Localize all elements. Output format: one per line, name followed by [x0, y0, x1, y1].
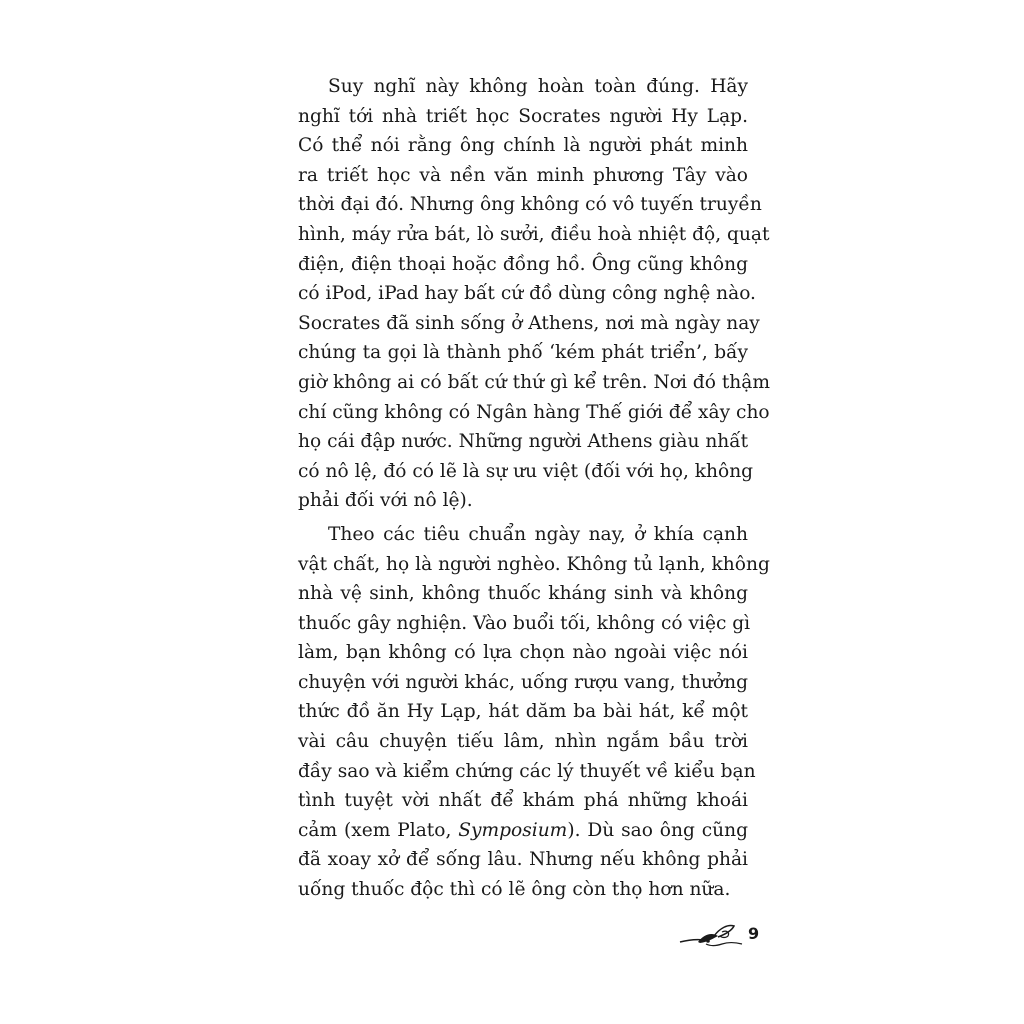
- text-line: uống thuốc độc thì có lẽ ông còn thọ hơn nữa.: [298, 879, 731, 901]
- text-line: vài câu chuyện tiếu lâm, nhìn ngắm bầu trời: [298, 731, 748, 753]
- text-segment: cảm (xem Plato,: [298, 819, 459, 841]
- text-line: Có thể nói rằng ông chính là người phát minh: [298, 135, 748, 157]
- text-line: có nô lệ, đó có lẽ là sự ưu việt (đối với họ, không: [298, 460, 754, 482]
- text-line: nhà vệ sinh, không thuốc kháng sinh và không: [298, 583, 748, 605]
- text-line: chúng ta gọi là thành phố ‘kém phát triển’, bấy: [298, 342, 748, 364]
- text-line: Socrates đã sinh sống ở Athens, nơi mà ngày nay: [298, 312, 760, 334]
- text-line: làm, bạn không có lựa chọn nào ngoài việc nói: [298, 642, 748, 664]
- text-line: hình, máy rửa bát, lò sưởi, điều hoà nhiệt độ, quạt: [298, 223, 770, 245]
- text-line: thời đại đó. Nhưng ông không có vô tuyến truyền: [298, 194, 762, 216]
- text-line: thuốc gây nghiện. Vào buổi tối, không có việc gì: [298, 612, 751, 634]
- paragraph-2: [298, 520, 770, 905]
- text-line: Suy nghĩ này không hoàn toàn đúng. Hãy: [328, 76, 748, 97]
- text-line: đã xoay xở để sống lâu. Nhưng nếu không phải: [298, 849, 748, 871]
- paragraph-1: [298, 72, 770, 516]
- page-footer: [678, 920, 768, 950]
- text-line: Theo các tiêu chuẩn ngày nay, ở khía cạnh: [328, 523, 748, 545]
- page-number: 9: [748, 924, 760, 943]
- text-line: chuyện với người khác, uống rượu vang, thưởng: [298, 671, 748, 693]
- page-body-text: [298, 72, 770, 905]
- text-line: nghĩ tới nhà triết học Socrates người Hy Lạp.: [298, 105, 748, 127]
- text-line: có iPod, iPad hay bất cứ đồ dùng công nghệ nào.: [298, 283, 756, 305]
- text-segment: ). Dù sao ông cũng: [567, 819, 748, 841]
- cited-work-title: Symposium: [458, 819, 568, 841]
- text-line-with-citation: [298, 816, 748, 846]
- text-line: tình tuyệt vời nhất để khám phá những khoái: [298, 790, 748, 812]
- text-line: chí cũng không có Ngân hàng Thế giới để xây cho: [298, 401, 770, 423]
- text-line: vật chất, họ là người nghèo. Không tủ lạnh, không: [298, 553, 770, 575]
- text-line: điện, điện thoại hoặc đồng hồ. Ông cũng không: [298, 253, 748, 275]
- text-line: đầy sao và kiểm chứng các lý thuyết về kiểu bạn: [298, 760, 756, 782]
- text-line: ra triết học và nền văn minh phương Tây vào: [298, 164, 748, 186]
- text-line: họ cái đập nước. Những người Athens giàu nhất: [298, 431, 749, 453]
- text-line: giờ không ai có bất cứ thứ gì kể trên. Nơi đó thậm: [298, 371, 770, 393]
- text-line: thức đồ ăn Hy Lạp, hát dăm ba bài hát, kể một: [298, 701, 748, 723]
- quill-ornament-icon: [678, 920, 744, 955]
- text-line: phải đối với nô lệ).: [298, 490, 473, 512]
